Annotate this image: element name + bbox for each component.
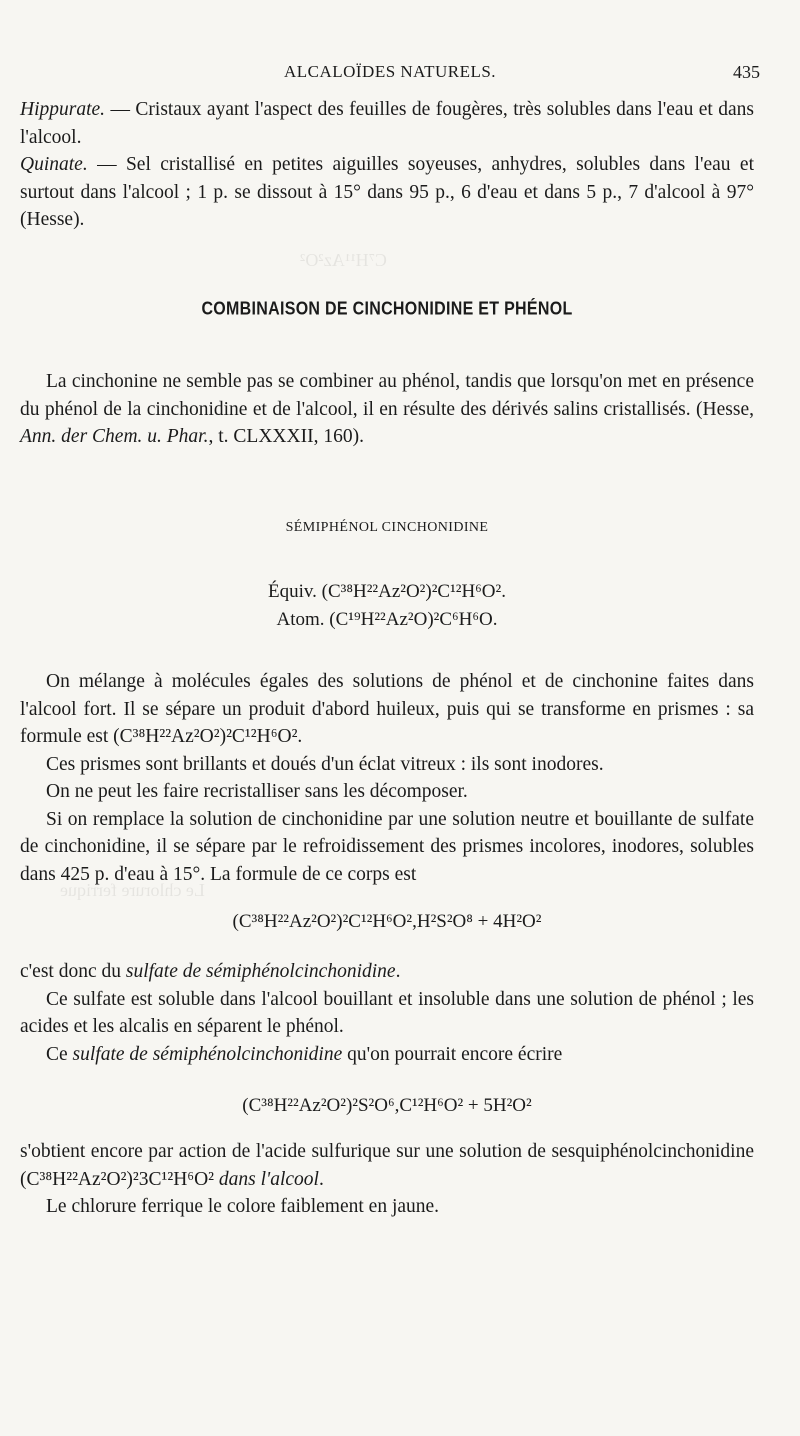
atom-formula: Atom. (C¹⁹H²²Az²O)²C⁶H⁶O. [276,609,498,630]
obtient-end: . [318,1168,324,1190]
quinate-term: Quinate. [20,154,88,175]
ce-paragraph [20,1041,754,1069]
obtient-paragraph [20,1138,754,1193]
intro-ref: , t. CLXXXII, 160). [208,426,364,447]
page-header [20,62,760,86]
ce-end: qu'on pourrait encore écrire [342,1043,563,1065]
conclusion-term: sulfate de sémiphénolcinchonidine [125,961,396,982]
intro-text: La cinchonine ne semble pas se combiner au phénol, tandis que lorsqu'on met en présence du phénol de la cinchonidine et de l'alcool, il en résulte des dérivés salins cristallisés. (Hesse, [20,371,754,420]
intro-block [20,368,754,451]
paragraph: Ces prismes sont brillants et doués d'un éclat vitreux : ils sont inodores. [46,753,604,775]
equiv-formula: Équiv. (C³⁸H²²Az²O²)²C¹²H⁶O². [268,581,506,602]
body-block [20,668,754,888]
obtient-italic: dans l'alcool [218,1168,319,1190]
paragraph: Si on remplace la solution de cinchonidine par une solution neutre et bouillante de sulfate de cinchonidine, il se sépare par le refroidissement des prismes incolores, inodores, solubles dans 425 p. d'eau à 15°. La formule de ce corps est [20,808,754,885]
ce-start: Ce [46,1043,73,1065]
sulfate-formula: (C³⁸H²²Az²O²)²C¹²H⁶O²,H²S²O⁸ + 4H²O² [232,911,542,932]
obtient-text: s'obtient encore par action de l'acide sulfurique sur une solution de sesquiphénolcinchonidine (C³⁸H²²Az²O²)²3C¹²H⁶O² [20,1141,754,1190]
conclusion-line [20,958,754,986]
last-line: Le chlorure ferrique le colore faiblement en jaune. [46,1196,440,1217]
intro-paragraph [20,368,754,451]
paragraph: On mélange à molécules égales des solutions de phénol et de cinchonine faites dans l'alcool fort. Il se sépare un produit d'abord huileux, puis qui se transforme en prismes : sa formule est (C³⁸H²²Az²O²)²C¹²H⁶O². [20,671,754,747]
top-paragraphs [20,96,754,234]
sulfate-paragraph: Ce sulfate est soluble dans l'alcool bouillant et insoluble dans une solution de phénol ; les acides et les alcalis en séparent le phénol. [20,988,754,1037]
bleed-through-text: Le chlorure ferrique [60,880,205,900]
final-block [20,1138,754,1221]
ce-term: sulfate de sémiphénolcinchonidine [72,1043,343,1065]
paragraph: On ne peut les faire recristalliser sans les décomposer. [46,781,468,802]
quinate-text: — Sel cristallisé en petites aiguilles soyeuses, anhydres, solubles dans l'eau et surtout dans l'alcool ; 1 p. se dissout à 15° dans 95 p., 6 d'eau et dans 5 p., 7 d'alcool à 97° (Hesse). [20,154,754,230]
quinate-paragraph [20,151,754,234]
journal-name: Ann. der Chem. u. Phar. [20,426,209,447]
section-title: COMBINAISON DE CINCHONIDINE ET PHÉNOL [201,299,573,320]
conclusion-end: . [395,961,401,982]
sulfate-block [20,958,754,1068]
running-head: ALCALOÏDES NATURELS. [283,62,497,81]
hippurate-text: — Cristaux ayant l'aspect des feuilles de fougères, très solubles dans l'eau et dans l'alcool. [20,99,754,148]
bleed-through-text: C⁷H¹¹Az²O² [300,250,387,270]
sulfate-formula-alt: (C³⁸H²²Az²O²)²S²O⁶,C¹²H⁶O² + 5H²O² [242,1095,532,1116]
page-number: 435 [733,62,760,82]
conclusion-text: c'est donc du [20,961,126,982]
hippurate-paragraph [20,96,754,151]
subsection-title: SÉMIPHÉNOL CINCHONIDINE [285,520,489,535]
hippurate-term: Hippurate. [20,99,106,120]
